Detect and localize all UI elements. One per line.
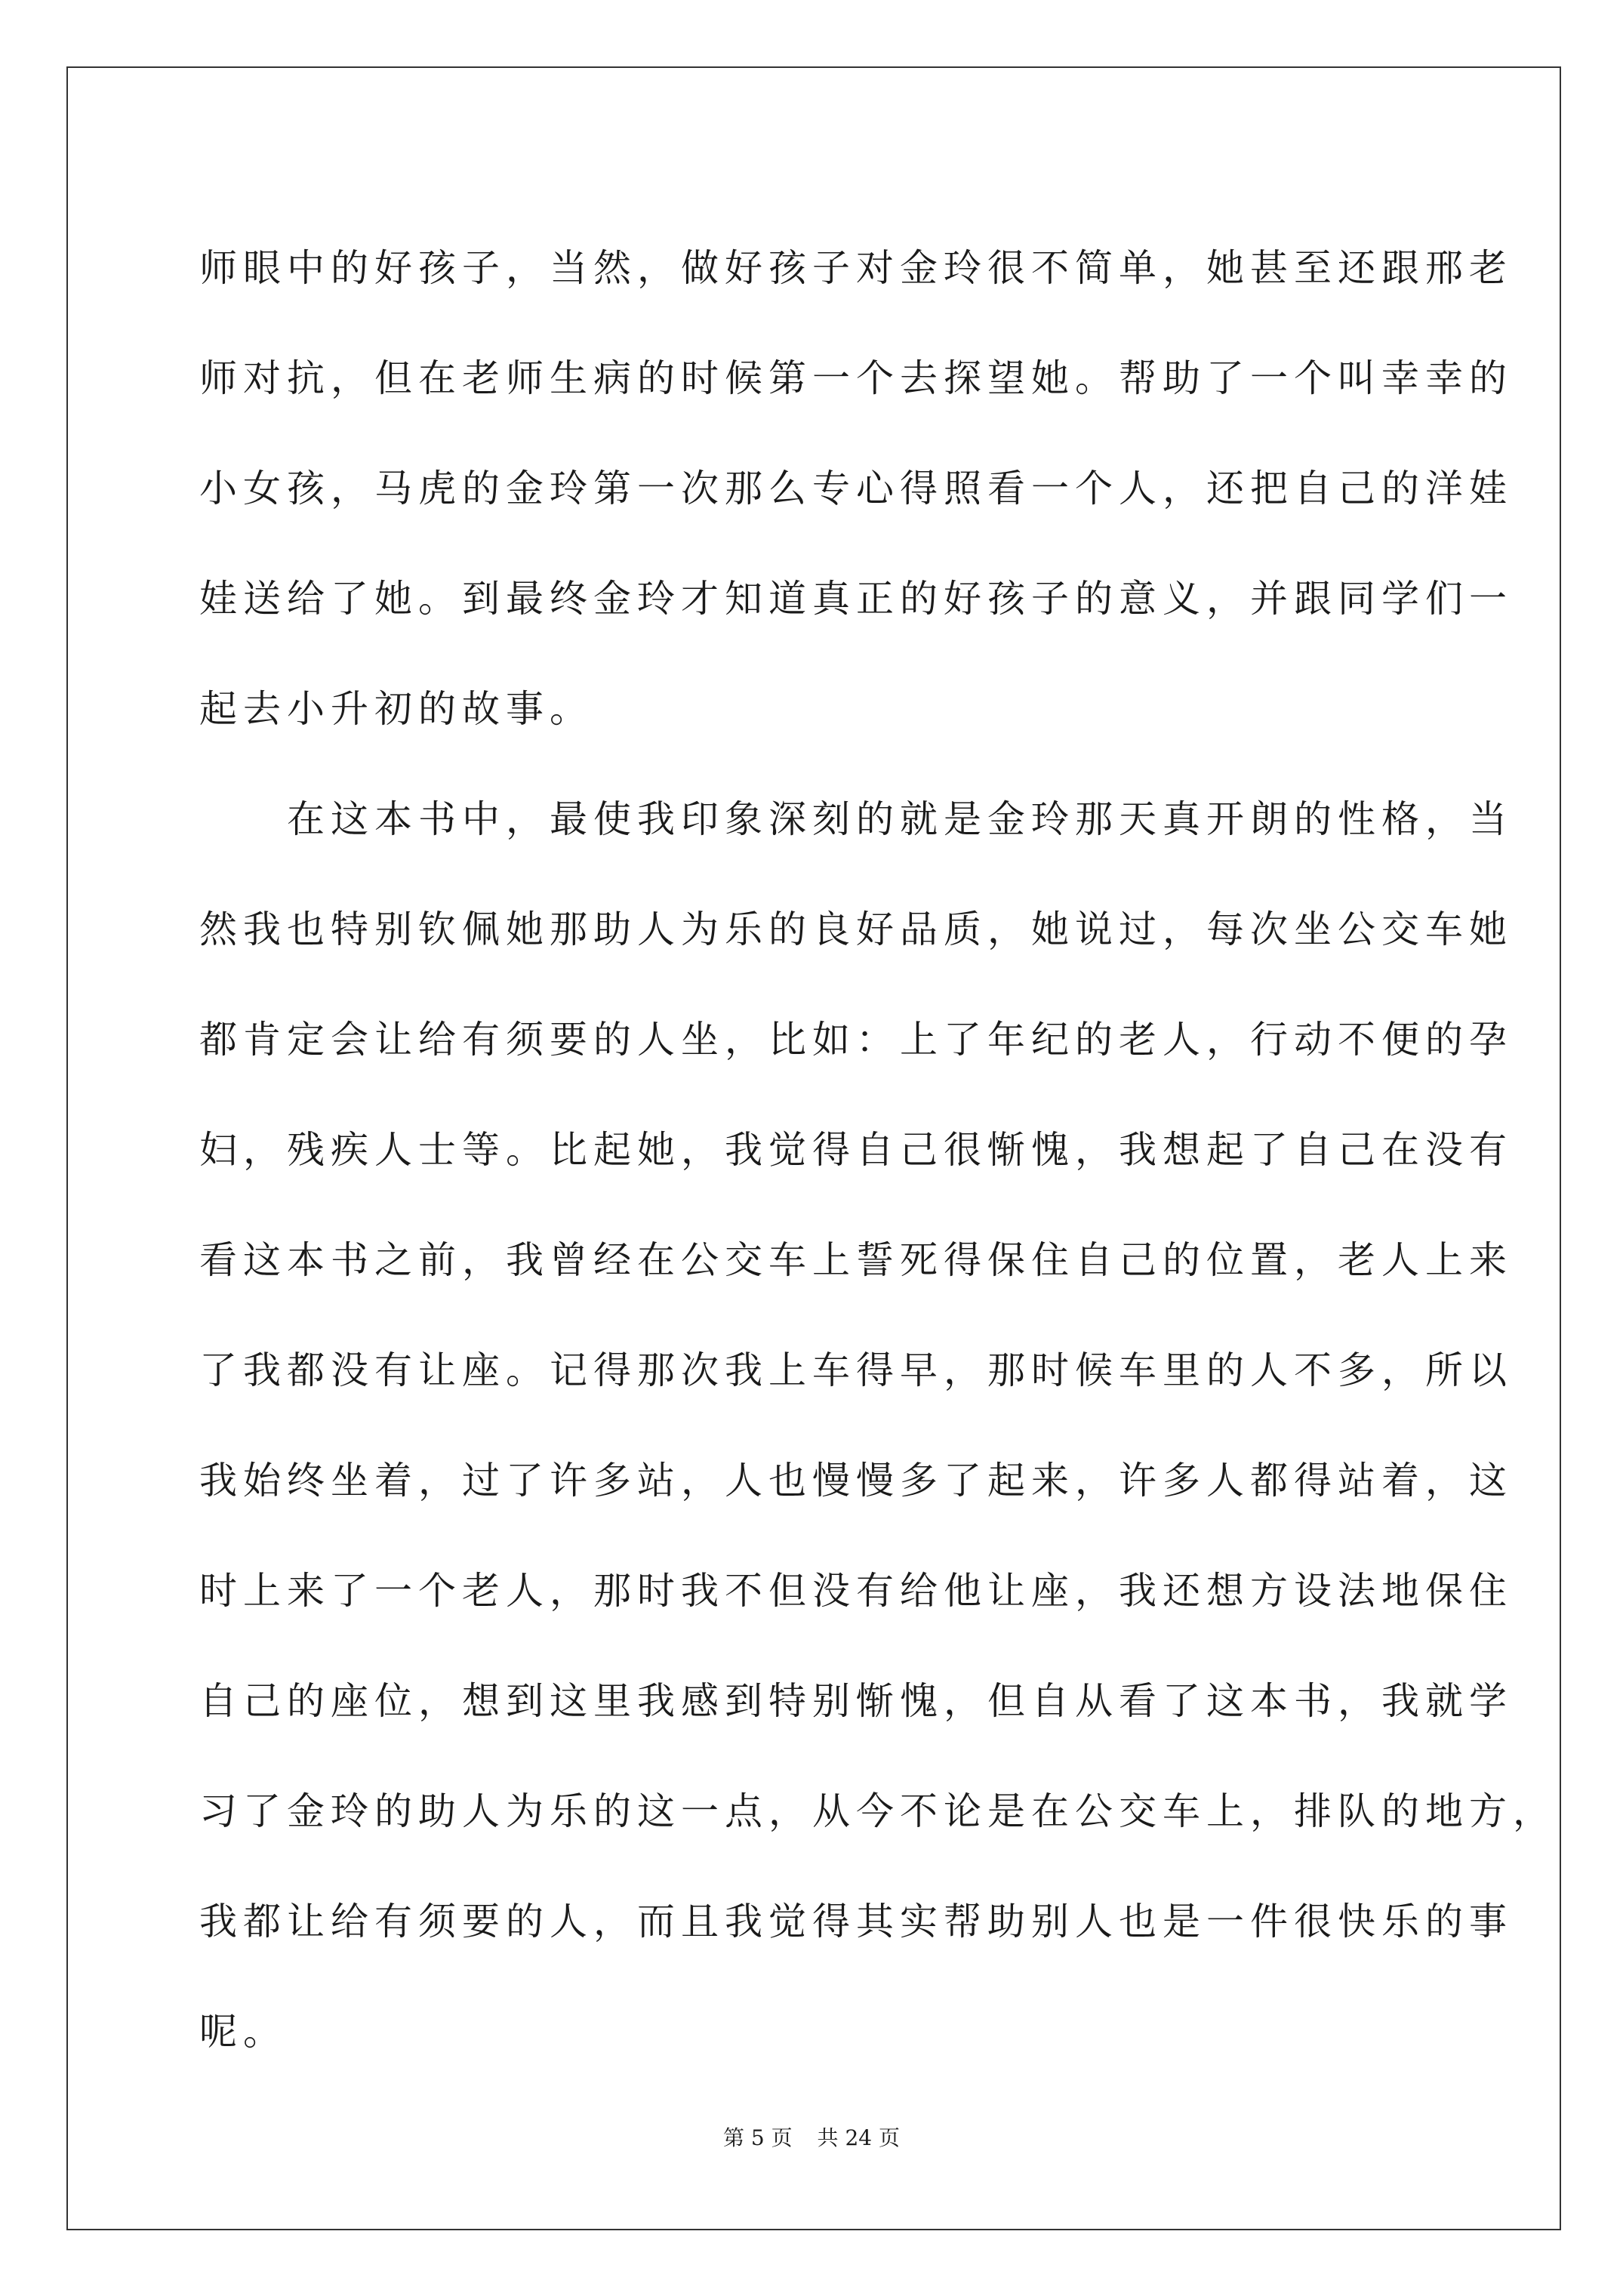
text-line: 小女孩，马虎的金玲第一次那么专心得照看一个人，还把自己的洋娃: [199, 467, 1513, 510]
text-line: 起去小升初的故事。: [199, 687, 593, 731]
page-total: 共 24 页: [817, 2125, 900, 2150]
text-line: 看这本书之前，我曾经在公交车上誓死得保住自己的位置，老人上来: [199, 1238, 1513, 1282]
text-line: 都肯定会让给有须要的人坐，比如：上了年纪的老人，行动不便的孕: [199, 1018, 1513, 1062]
text-line: 妇，残疾人士等。比起她，我觉得自己很惭愧，我想起了自己在没有: [199, 1128, 1513, 1172]
text-line: 呢。: [199, 2010, 287, 2054]
text-line: 师眼中的好孩子，当然，做好孩子对金玲很不简单，她甚至还跟邢老: [199, 246, 1513, 290]
text-line: 我都让给有须要的人，而且我觉得其实帮助别人也是一件很快乐的事: [199, 1900, 1513, 1943]
text-line: 我始终坐着，过了许多站，人也慢慢多了起来，许多人都得站着，这: [199, 1459, 1513, 1502]
text-line: 时上来了一个老人，那时我不但没有给他让座，我还想方设法地保住: [199, 1569, 1513, 1613]
text-line: 了我都没有让座。记得那次我上车得早，那时候车里的人不多，所以: [199, 1348, 1513, 1392]
text-line: 娃送给了她。到最终金玲才知道真正的好孩子的意义，并跟同学们一: [199, 577, 1513, 621]
page-number: 第 5 页: [723, 2125, 793, 2150]
text-line: 然我也特别钦佩她那助人为乐的良好品质，她说过，每次坐公交车她: [199, 908, 1513, 951]
page-footer: [0, 2122, 1623, 2152]
text-line: 在这本书中，最使我印象深刻的就是金玲那天真开朗的性格，当: [199, 797, 1513, 841]
text-line: 师对抗，但在老师生病的时候第一个去探望她。帮助了一个叫幸幸的: [199, 356, 1513, 400]
text-line: 习了金玲的助人为乐的这一点，从今不论是在公交车上，排队的地方，: [199, 1789, 1557, 1833]
text-line: 自己的座位，想到这里我感到特别惭愧，但自从看了这本书，我就学: [199, 1679, 1513, 1723]
